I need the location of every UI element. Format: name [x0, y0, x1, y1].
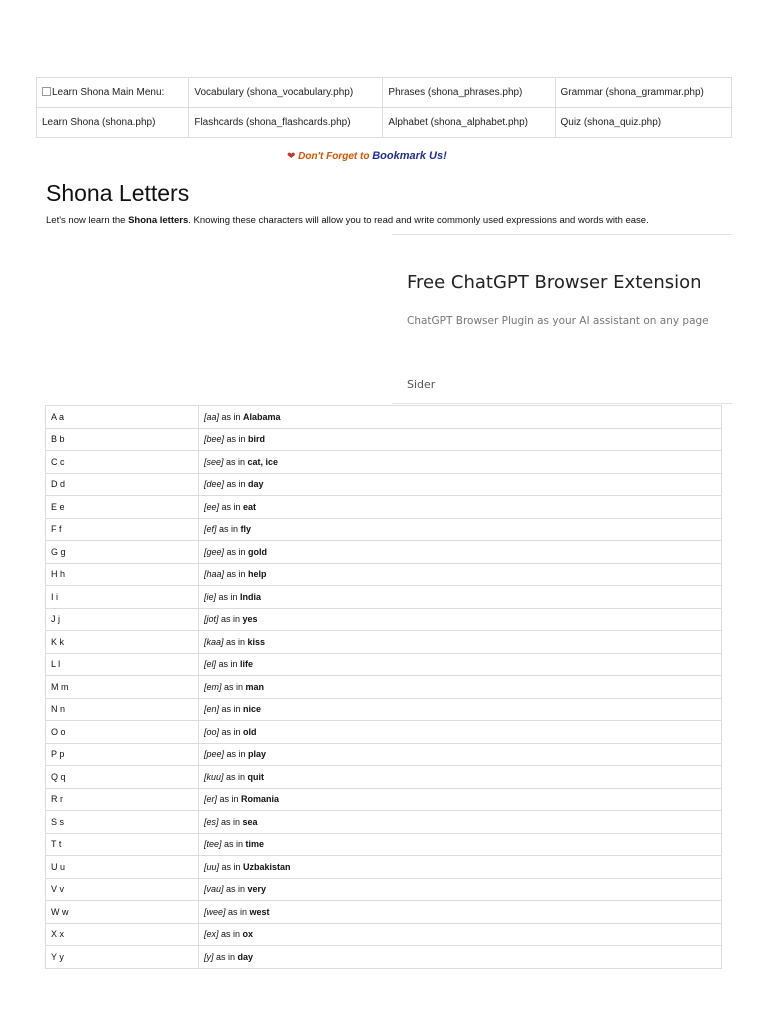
- pronunciation-cell: [199, 518, 722, 541]
- pronunciation-cell: [199, 743, 722, 766]
- example-word: fly: [240, 524, 252, 535]
- letter-cell: I i: [46, 586, 199, 609]
- pronunciation-cell: [199, 451, 722, 474]
- pronunciation-cell: [199, 721, 722, 744]
- menu-cell: [37, 108, 189, 138]
- letter-cell: K k: [46, 631, 199, 654]
- as-in-text: as in: [224, 749, 249, 760]
- table-row: [46, 721, 722, 744]
- pronunciation-cell: [199, 653, 722, 676]
- pronunciation-cell: [199, 856, 722, 879]
- pronunciation: [haa]: [204, 569, 225, 580]
- menu-link[interactable]: Flashcards (shona_flashcards.php): [194, 117, 351, 128]
- example-word: day: [248, 479, 264, 490]
- pronunciation: [wee]: [204, 906, 226, 917]
- letters-table: [45, 405, 722, 969]
- letter-cell: X x: [46, 923, 199, 946]
- menu-cell: [37, 78, 189, 108]
- table-row: [46, 788, 722, 811]
- pronunciation: [en]: [204, 704, 220, 715]
- example-word: play: [248, 749, 267, 760]
- pronunciation-cell: [199, 878, 722, 901]
- menu-cell: [383, 78, 555, 108]
- pronunciation: [kaa]: [204, 636, 224, 647]
- as-in-text: as in: [213, 951, 238, 962]
- pronunciation-cell: [199, 406, 722, 429]
- table-row: [46, 923, 722, 946]
- example-word: bird: [248, 434, 266, 445]
- pronunciation: [kuu]: [204, 771, 224, 782]
- ad-description[interactable]: ChatGPT Browser Plugin as your AI assistant on any page: [407, 315, 709, 327]
- pronunciation: [em]: [204, 681, 222, 692]
- example-word: nice: [243, 704, 262, 715]
- as-in-text: as in: [225, 906, 250, 917]
- letter-cell: W w: [46, 901, 199, 924]
- table-row: [46, 518, 722, 541]
- as-in-text: as in: [218, 614, 243, 625]
- main-menu-body: [37, 78, 732, 138]
- example-word: very: [247, 884, 267, 895]
- table-row: [46, 563, 722, 586]
- as-in-text: as in: [216, 659, 241, 670]
- table-row: [46, 653, 722, 676]
- pronunciation: [ee]: [204, 501, 220, 512]
- as-in-text: as in: [219, 704, 244, 715]
- letters-body: [46, 406, 722, 969]
- example-word: India: [240, 591, 262, 602]
- as-in-text: as in: [223, 771, 248, 782]
- letter-cell: Q q: [46, 766, 199, 789]
- intro-bold: Shona letters: [128, 215, 189, 226]
- menu-row: [37, 108, 732, 138]
- letter-cell: D d: [46, 473, 199, 496]
- pronunciation: [uu]: [204, 861, 220, 872]
- example-word: west: [249, 906, 270, 917]
- pronunciation-cell: [199, 833, 722, 856]
- heart-icon: ❤: [287, 151, 296, 162]
- example-word: man: [245, 681, 265, 692]
- intro-pre: Let's now learn the: [46, 215, 129, 226]
- pronunciation: [el]: [204, 659, 217, 670]
- example-word: gold: [248, 546, 268, 557]
- bookmark-banner[interactable]: [287, 150, 447, 162]
- as-in-text: as in: [218, 929, 243, 940]
- pronunciation-cell: [199, 631, 722, 654]
- example-word: quit: [247, 771, 265, 782]
- example-word: time: [245, 839, 265, 850]
- example-word: Alabama: [243, 411, 281, 422]
- table-row: [46, 878, 722, 901]
- pronunciation-cell: [199, 563, 722, 586]
- menu-cell: [189, 108, 383, 138]
- letter-cell: U u: [46, 856, 199, 879]
- example-word: sea: [242, 816, 258, 827]
- table-row: [46, 811, 722, 834]
- letter-cell: O o: [46, 721, 199, 744]
- pronunciation: [er]: [204, 794, 218, 805]
- letter-cell: S s: [46, 811, 199, 834]
- menu-cell: [383, 108, 555, 138]
- as-in-text: as in: [218, 816, 243, 827]
- as-in-text: as in: [216, 591, 241, 602]
- pronunciation-cell: [199, 541, 722, 564]
- table-row: [46, 631, 722, 654]
- pronunciation-cell: [199, 428, 722, 451]
- as-in-text: as in: [219, 501, 244, 512]
- letter-cell: E e: [46, 496, 199, 519]
- example-word: cat, ice: [247, 456, 279, 467]
- example-word: help: [248, 569, 267, 580]
- as-in-text: as in: [223, 456, 248, 467]
- ad-title[interactable]: Free ChatGPT Browser Extension: [407, 272, 702, 293]
- letter-cell: C c: [46, 451, 199, 474]
- table-row: [46, 541, 722, 564]
- menu-link[interactable]: Learn Shona Main Menu:: [52, 87, 165, 98]
- letter-cell: G g: [46, 541, 199, 564]
- menu-row: [37, 78, 732, 108]
- menu-link[interactable]: Phrases (shona_phrases.php): [388, 87, 523, 98]
- pronunciation: [es]: [204, 816, 219, 827]
- letter-cell: B b: [46, 428, 199, 451]
- letter-cell: J j: [46, 608, 199, 631]
- pronunciation: [vau]: [204, 884, 224, 895]
- pronunciation-cell: [199, 923, 722, 946]
- menu-cell: [555, 78, 732, 108]
- table-row: [46, 676, 722, 699]
- as-in-text: as in: [224, 434, 249, 445]
- pronunciation-cell: [199, 473, 722, 496]
- as-in-text: as in: [224, 546, 249, 557]
- menu-link[interactable]: Grammar (shona_grammar.php): [560, 87, 704, 98]
- pronunciation-cell: [199, 901, 722, 924]
- letter-cell: H h: [46, 563, 199, 586]
- pronunciation-cell: [199, 788, 722, 811]
- pronunciation-cell: [199, 946, 722, 969]
- menu-link[interactable]: Vocabulary (shona_vocabulary.php): [194, 87, 354, 98]
- as-in-text: as in: [224, 479, 249, 490]
- bookmark-label: Bookmark Us!: [372, 150, 447, 162]
- pronunciation: [jot]: [204, 614, 219, 625]
- pronunciation: [tee]: [204, 839, 222, 850]
- pronunciation-cell: [199, 586, 722, 609]
- example-word: Uzbakistan: [243, 861, 291, 872]
- pronunciation: [ie]: [204, 591, 217, 602]
- pronunciation-cell: [199, 811, 722, 834]
- page-title: Shona Letters: [46, 180, 190, 206]
- pronunciation: [y]: [204, 951, 214, 962]
- intro-text: [46, 215, 649, 226]
- pronunciation: [bee]: [204, 434, 225, 445]
- table-row: [46, 473, 722, 496]
- table-row: [46, 766, 722, 789]
- pronunciation: [oo]: [204, 726, 220, 737]
- table-row: [46, 586, 722, 609]
- letter-cell: V v: [46, 878, 199, 901]
- table-row: [46, 743, 722, 766]
- pronunciation: [aa]: [204, 411, 220, 422]
- table-row: [46, 496, 722, 519]
- letter-cell: A a: [46, 406, 199, 429]
- pronunciation-cell: [199, 698, 722, 721]
- example-word: yes: [242, 614, 258, 625]
- as-in-text: as in: [219, 411, 244, 422]
- pronunciation-cell: [199, 496, 722, 519]
- broken-image-icon: [42, 87, 51, 96]
- as-in-text: as in: [221, 839, 246, 850]
- ad-divider-bottom: [392, 403, 732, 404]
- pronunciation-cell: [199, 608, 722, 631]
- example-word: day: [237, 951, 254, 962]
- letter-cell: M m: [46, 676, 199, 699]
- table-row: [46, 608, 722, 631]
- ad-divider-top: [392, 234, 732, 235]
- example-word: Romania: [241, 794, 280, 805]
- letter-cell: N n: [46, 698, 199, 721]
- as-in-text: as in: [217, 794, 242, 805]
- pronunciation: [gee]: [204, 546, 225, 557]
- table-row: [46, 946, 722, 969]
- as-in-text: as in: [219, 861, 244, 872]
- table-row: [46, 901, 722, 924]
- pronunciation: [pee]: [204, 749, 225, 760]
- letter-cell: F f: [46, 518, 199, 541]
- as-in-text: as in: [219, 726, 244, 737]
- menu-cell: [189, 78, 383, 108]
- bookmark-prefix: Don't Forget to: [298, 151, 373, 162]
- main-menu-table: [36, 77, 732, 138]
- ad-brand[interactable]: Sider: [407, 378, 436, 391]
- menu-link[interactable]: Learn Shona (shona.php): [42, 117, 156, 128]
- table-row: [46, 406, 722, 429]
- as-in-text: as in: [216, 524, 241, 535]
- letter-cell: P p: [46, 743, 199, 766]
- example-word: kiss: [247, 636, 266, 647]
- letter-cell: Y y: [46, 946, 199, 969]
- pronunciation: [dee]: [204, 479, 225, 490]
- letter-cell: R r: [46, 788, 199, 811]
- pronunciation: [ef]: [204, 524, 217, 535]
- as-in-text: as in: [221, 681, 246, 692]
- table-row: [46, 451, 722, 474]
- menu-link[interactable]: Alphabet (shona_alphabet.php): [388, 117, 528, 128]
- table-row: [46, 856, 722, 879]
- pronunciation: [ex]: [204, 929, 219, 940]
- example-word: old: [243, 726, 257, 737]
- menu-cell: [555, 108, 732, 138]
- as-in-text: as in: [224, 569, 249, 580]
- table-row: [46, 698, 722, 721]
- pronunciation-cell: [199, 676, 722, 699]
- example-word: eat: [243, 501, 257, 512]
- example-word: ox: [242, 929, 254, 940]
- menu-link[interactable]: Quiz (shona_quiz.php): [560, 117, 662, 128]
- table-row: [46, 428, 722, 451]
- intro-post: . Knowing these characters will allow you to read and write commonly used expressions and words with ease.: [188, 215, 649, 226]
- pronunciation-cell: [199, 766, 722, 789]
- table-row: [46, 833, 722, 856]
- letter-cell: T t: [46, 833, 199, 856]
- as-in-text: as in: [223, 884, 248, 895]
- as-in-text: as in: [223, 636, 248, 647]
- pronunciation: [see]: [204, 456, 224, 467]
- letter-cell: L l: [46, 653, 199, 676]
- example-word: life: [240, 659, 254, 670]
